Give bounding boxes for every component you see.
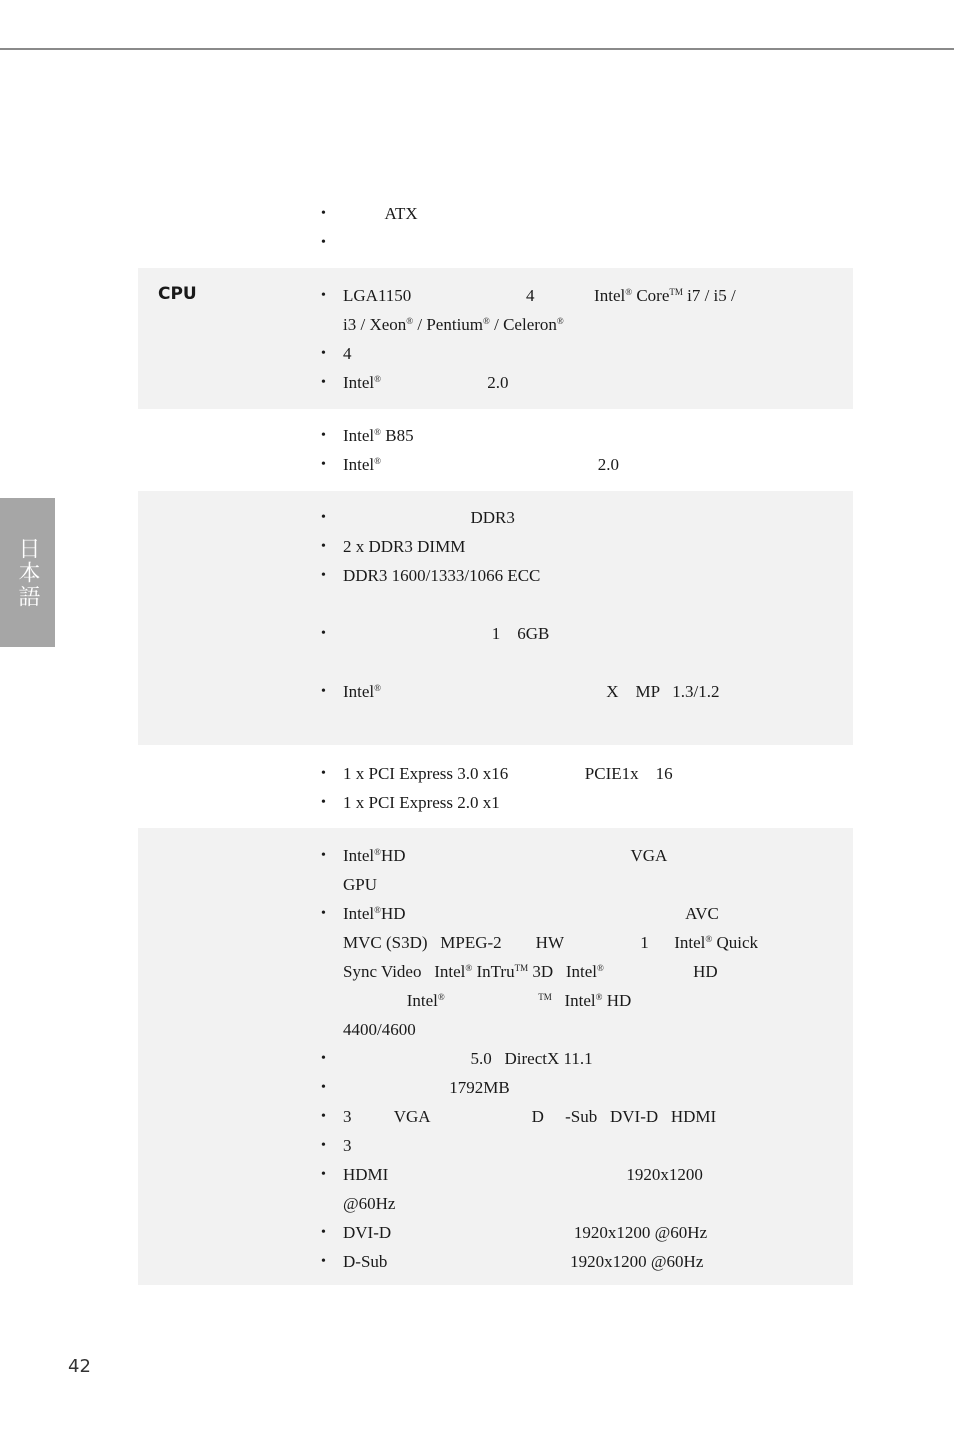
trademark-mark: ®	[483, 316, 490, 326]
trademark-mark: TM	[514, 963, 529, 973]
bullet-icon: •	[321, 1225, 326, 1240]
trademark-mark: ®	[595, 992, 603, 1002]
spec-item	[321, 368, 833, 397]
bullet-icon: •	[321, 1254, 326, 1269]
spec-item	[321, 199, 833, 228]
spec-line: Intel® B85	[343, 426, 414, 445]
spec-list	[321, 503, 833, 735]
bullet-icon: •	[321, 848, 326, 863]
bullet-icon: •	[321, 1138, 326, 1153]
spec-line: 5.0 DirectX 11.1	[343, 1049, 593, 1068]
spec-line: i3 / Xeon® / Pentium® / Celeron®	[343, 315, 564, 334]
spec-line: DVI-D 1920x1200 @60Hz	[343, 1223, 708, 1242]
spec-line	[343, 590, 833, 619]
spec-list	[321, 421, 833, 479]
spec-item	[321, 759, 833, 788]
trademark-mark: ®	[374, 456, 381, 466]
bullet-icon: •	[321, 375, 326, 390]
spec-item	[321, 450, 833, 479]
spec-line: 1 x PCI Express 2.0 x1	[343, 793, 500, 812]
spec-line: D-Sub 1920x1200 @60Hz	[343, 1252, 704, 1271]
trademark-mark: ®	[556, 316, 564, 326]
section-graphics	[138, 828, 853, 1285]
spec-line: MVC (S3D) MPEG-2 HW 1 Intel® Quick	[343, 933, 758, 952]
trademark-mark: TM	[538, 992, 552, 1002]
spec-line: GPU	[343, 875, 378, 894]
trademark-mark: ®	[406, 316, 414, 326]
spec-item	[321, 503, 833, 532]
spec-item	[321, 1073, 833, 1102]
spec-line: @60Hz	[343, 1194, 396, 1213]
trademark-mark: ®	[374, 683, 381, 693]
spec-list	[321, 281, 833, 397]
spec-line: 1 x PCI Express 3.0 x16 PCIE1x 16	[343, 764, 673, 783]
trademark-mark: TM	[669, 287, 683, 297]
spec-line: 3 VGA D -Sub DVI-D HDMI	[343, 1107, 717, 1126]
spec-item	[321, 841, 833, 899]
spec-line	[343, 706, 833, 735]
spec-item	[321, 339, 833, 368]
spec-item	[321, 1218, 833, 1247]
spec-line: HDMI 1920x1200	[343, 1165, 703, 1184]
spec-line: Intel®HD VGA	[343, 846, 668, 865]
spec-item	[321, 532, 833, 561]
spec-item	[321, 281, 833, 339]
spec-line: Sync Video Intel® InTru™ 3D Intel® HD	[343, 962, 718, 981]
language-tab	[0, 498, 55, 647]
bullet-icon: •	[321, 1080, 326, 1095]
bullet-icon: •	[321, 428, 326, 443]
spec-list	[321, 199, 833, 257]
spec-item	[321, 228, 833, 257]
trademark-mark: ®	[374, 374, 381, 384]
bullet-icon: •	[321, 206, 326, 221]
section-form-factor	[138, 196, 853, 268]
spec-list	[321, 841, 833, 1276]
trademark-mark: ®	[465, 963, 473, 973]
section-label: CPU	[158, 284, 197, 304]
bullet-icon: •	[321, 539, 326, 554]
bullet-icon: •	[321, 510, 326, 525]
trademark-mark: ®	[437, 992, 445, 1002]
spec-item	[321, 619, 833, 677]
bullet-icon: •	[321, 795, 326, 810]
bullet-icon: •	[321, 1051, 326, 1066]
spec-line: Intel® 2.0	[343, 373, 509, 392]
spec-item	[321, 1131, 833, 1160]
section-memory	[138, 491, 853, 745]
trademark-mark: ®	[625, 287, 633, 297]
spec-item	[321, 421, 833, 450]
spec-line: LGA1150 4 Intel® Core™ i7 / i5 /	[343, 286, 736, 305]
bullet-icon: •	[321, 568, 326, 583]
spec-line	[343, 648, 833, 677]
bullet-icon: •	[321, 235, 326, 250]
page-number: 42	[68, 1356, 91, 1377]
top-rule	[0, 48, 954, 50]
spec-line: 3	[343, 1136, 352, 1155]
spec-line: Intel®HD AVC	[343, 904, 719, 923]
spec-line: DDR3 1600/1333/1066 ECC	[343, 566, 541, 585]
spec-line: 4400/4600	[343, 1020, 416, 1039]
spec-line: 1 6GB	[343, 624, 550, 643]
spec-list	[321, 759, 833, 817]
section-expansion-slots	[138, 745, 853, 828]
bullet-icon: •	[321, 288, 326, 303]
bullet-icon: •	[321, 906, 326, 921]
trademark-mark: ®	[374, 847, 381, 857]
spec-line: 2 x DDR3 DIMM	[343, 537, 466, 556]
bullet-icon: •	[321, 1167, 326, 1182]
spec-item	[321, 561, 833, 619]
trademark-mark: ®	[597, 963, 604, 973]
trademark-mark: ®	[374, 427, 381, 437]
bullet-icon: •	[321, 766, 326, 781]
spec-item	[321, 1247, 833, 1276]
spec-item	[321, 788, 833, 817]
spec-item	[321, 899, 833, 1044]
bullet-icon: •	[321, 684, 326, 699]
spec-item	[321, 1160, 833, 1218]
trademark-mark: ®	[705, 934, 713, 944]
bullet-icon: •	[321, 626, 326, 641]
spec-item	[321, 677, 833, 735]
section-cpu	[138, 268, 853, 409]
spec-line: Intel® X MP 1.3/1.2	[343, 682, 720, 701]
spec-item	[321, 1044, 833, 1073]
language-tab-label: 日本語	[15, 536, 40, 609]
section-chipset	[138, 409, 853, 491]
spec-item	[321, 1102, 833, 1131]
spec-line: 4	[343, 344, 352, 363]
spec-line: Intel® 2.0	[343, 455, 619, 474]
bullet-icon: •	[321, 1109, 326, 1124]
spec-line: DDR3	[343, 508, 515, 527]
bullet-icon: •	[321, 346, 326, 361]
spec-line: Intel® ™ Intel® HD	[343, 991, 632, 1010]
bullet-icon: •	[321, 457, 326, 472]
spec-line	[343, 228, 833, 257]
spec-line: ATX	[343, 204, 418, 223]
trademark-mark: ®	[374, 905, 381, 915]
spec-line: 1792MB	[343, 1078, 510, 1097]
